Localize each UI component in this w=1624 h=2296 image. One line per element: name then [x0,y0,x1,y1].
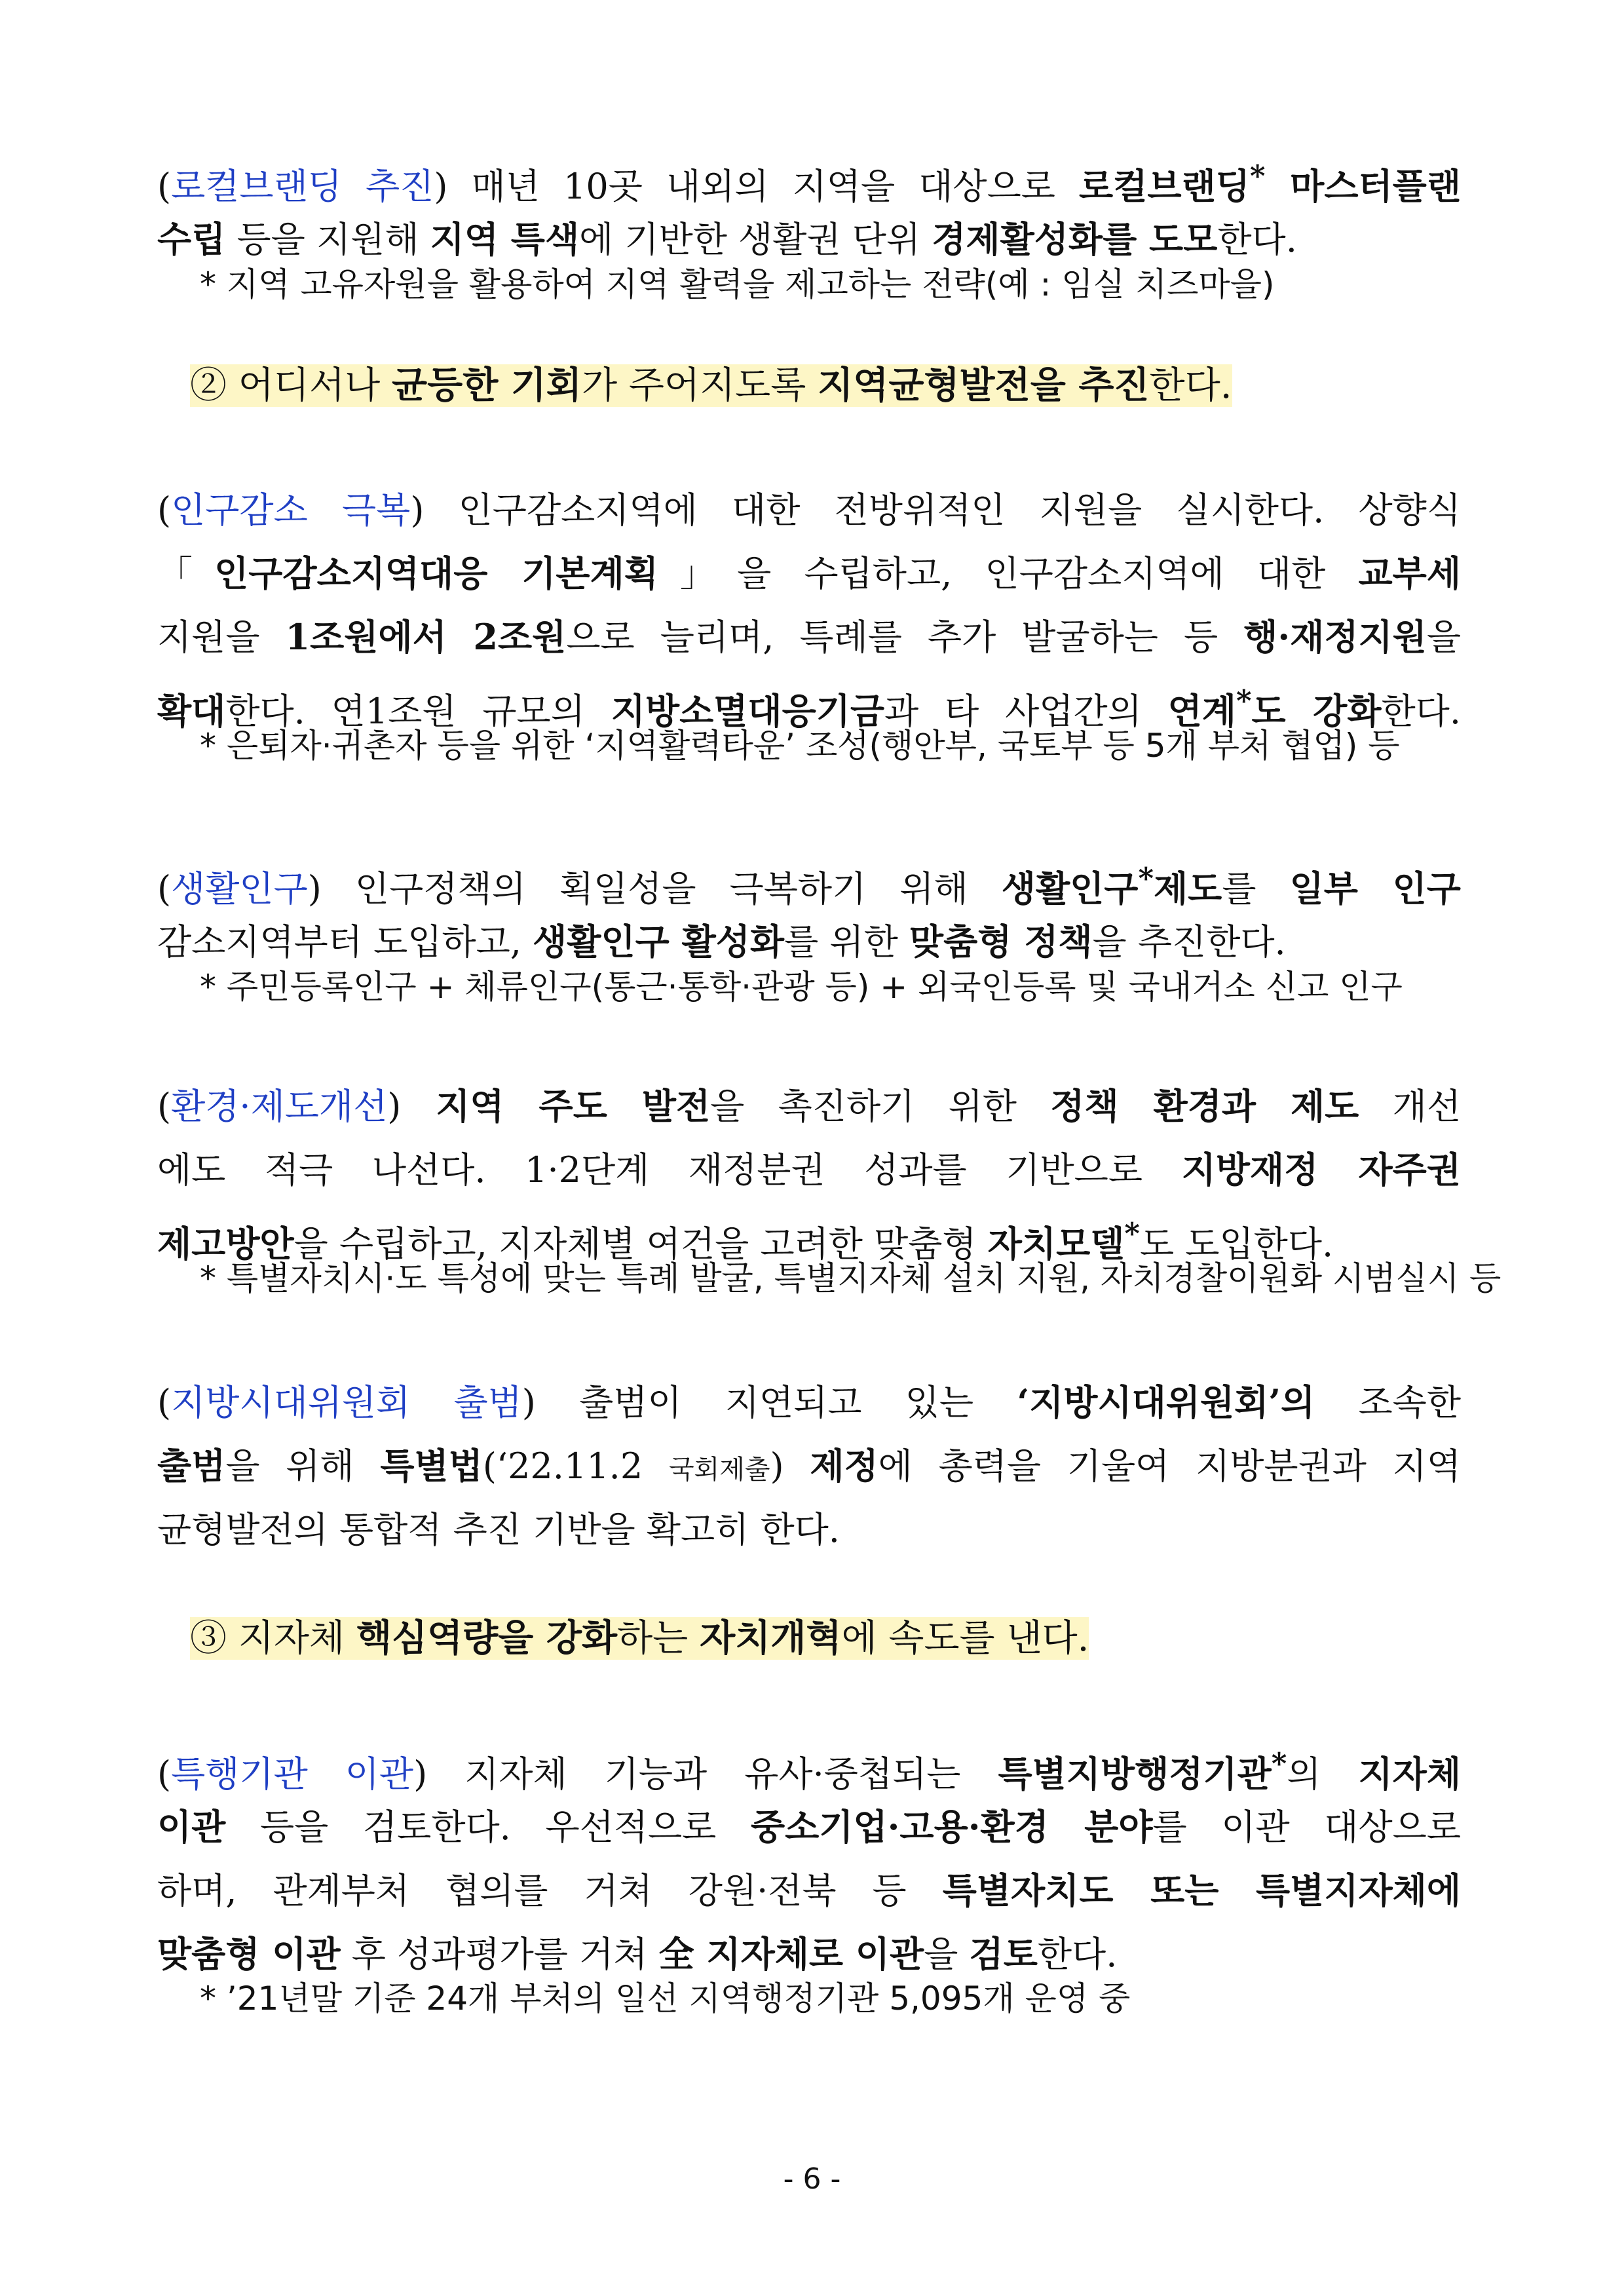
section-tag: 인구감소 극복 [171,489,411,531]
paragraph-living-population [157,847,1461,974]
paragraph-special-agency-transfer [157,1732,1461,1986]
text: 조속한 [1315,1382,1461,1423]
text-line: (지방시대위원회 출범) 출범이 지연되고 있는 ‘지방시대위원회’의 조속한 [157,1381,1461,1423]
text: 을 추진한다. [1092,921,1286,963]
footnote-marker: * [1124,1216,1140,1251]
bold-text: 균등한 기회 [392,364,582,407]
footnote: * 지역 고유자원을 활용하여 지역 활력을 제고하는 전략(예 : 임실 치즈마을) [200,265,1275,303]
text: 을 수립하고, 지자체별 여건을 고려한 맞춤형 [293,1223,988,1265]
footnote: * ’21년말 기준 24개 부처의 일선 지역행정기관 5,095개 운영 중 [200,1980,1131,2018]
bold-text: 지역 주도 발전 [401,1085,711,1127]
text-line [157,605,1461,669]
text: 등을 지원해 [225,219,430,260]
footnote-marker: * [1271,1746,1287,1781]
footnote-marker: * [1249,159,1266,193]
text: 를 위한 [784,921,909,963]
bold-text: 경제활성화를 도모 [932,218,1218,260]
text: 을 위해 [225,1445,381,1487]
section-heading-3 [190,1612,1089,1665]
bold-text: 지방소멸대응기금 [611,690,885,732]
text-line: (환경·제도개선) 지역 주도 발전을 촉진하기 위한 정책 환경과 제도 개선 [157,1085,1461,1127]
text-line [157,1795,1461,1859]
text: 부터 도입하고, [293,921,533,963]
text: 으로 늘리며, 특례를 추가 발굴하는 등 [566,617,1244,658]
footnote: * 은퇴자·귀촌자 등을 위한 ‘지역활력타운’ 조성(행안부, 국토부 등 5개 부처 협업) 등 [200,727,1400,765]
text-line [157,1498,1461,1561]
text: ② 어디서나 [190,364,392,407]
highlighted-heading [190,1617,1089,1660]
text: 인구감소지역에 대한 전방위적인 지원을 실시한다. 상향식 [424,489,1461,531]
bold-text: ‘지방시대위원회’의 [1017,1381,1315,1423]
text: 지자체 기능과 유사·중첩되는 [427,1753,998,1795]
bold-text: 자치모델 [987,1223,1125,1265]
bold-text: 마스터플랜 [1265,165,1462,207]
text: 감소지역 [157,921,294,963]
bold-text: 특별자치도 또는 특별지자체에 [942,1869,1461,1911]
text: 출범이 지연되고 있는 [535,1382,1017,1423]
text: 을 [1426,617,1461,658]
bold-text: 검토 [969,1933,1038,1975]
text-line: (특행기관 이관) 지자체 기능과 유사·중첩되는 특별지방행정기관*의 지자체 [157,1746,1461,1795]
text: 인구정책의 획일성을 극복하기 위해 [321,868,1002,909]
bold-text: 지방재정 자주권 [1181,1149,1461,1191]
paragraph-regional-committee [157,1371,1461,1561]
bold-text: 특별지방행정기관 [998,1753,1272,1795]
bold-text: 정책 환경과 제도 [1050,1085,1359,1127]
bold-text: 생활인구 [1001,868,1139,909]
text: 가 주어지도록 [581,364,818,407]
section-tag: 특행기관 이관 [171,1753,414,1795]
text: 후 성과평가를 거쳐 [340,1934,659,1975]
text: 한다. [1149,364,1232,407]
bold-text: 제정 [810,1445,878,1487]
bold-text: 제도 [1153,868,1222,909]
text: 등을 검토한다. 우선적으로 [225,1807,751,1848]
text: 지원을 [157,617,286,658]
text: 를 이관 대상으로 [1152,1807,1461,1848]
text: 을 [924,1934,970,1975]
bold-text: 지역균형발전을 추진 [818,364,1150,407]
bold-text: 로컬브랜딩 [1079,165,1250,207]
bold-text: 교부세 [1358,552,1461,594]
bold-text: 일부 인구 [1289,868,1461,909]
bold-text: 이관 [157,1806,226,1848]
text: 한다. [1381,691,1462,732]
text-line [157,1434,1461,1498]
text: 한다. 연1조원 규모의 [225,691,611,732]
bold-text: 중소기업·고용·환경 분야 [750,1806,1153,1848]
section-tag: 로컬브랜딩 추진 [171,166,434,207]
text-line [157,542,1461,605]
text: 을 촉진하기 위한 [710,1086,1051,1127]
text: ) [770,1445,810,1487]
text-line: (인구감소 극복) 인구감소지역에 대한 전방위적인 지원을 실시한다. 상향식 [157,489,1461,531]
text: 에 기반한 생활권 단위 [579,219,932,260]
text: 에 속도를 낸다. [841,1617,1089,1660]
paragraph-local-branding [157,144,1461,271]
bold-text: 출범 [157,1445,226,1487]
text-line [157,1859,1461,1923]
bold-text: 수립 [157,218,226,260]
text: 「 [157,553,215,594]
bold-text: 인구감소지역대응 기본계획 [214,552,658,594]
text: 에 총력을 기울여 지방분권과 지역 [878,1445,1461,1487]
text-line: (생활인구) 인구정책의 획일성을 극복하기 위해 생활인구*제도를 일부 인구 [157,861,1461,909]
text: 하며, 관계부처 협의를 거쳐 강원·전북 등 [157,1870,943,1911]
text: (‘22.11.2 [482,1445,669,1487]
paragraph-environment-system [157,1075,1461,1265]
footnote-marker: * [1138,861,1154,896]
text: 한다. [1037,1934,1118,1975]
text: 에도 적극 나선다. 1·2단계 재정분권 성과를 기반으로 [157,1149,1182,1191]
text: 」을 수립하고, 인구감소지역에 대한 [658,553,1359,594]
highlighted-heading [190,364,1232,407]
bold-text: 확대 [157,690,226,732]
text: 한다. [1217,219,1297,260]
bold-text: 핵심역량을 강화 [356,1617,618,1660]
text: 하는 [617,1617,700,1660]
section-heading-2 [190,359,1232,412]
text: 균형발전의 통합적 추진 기반을 확고히 한다. [157,1509,840,1550]
bold-text: 특별법 [380,1445,483,1487]
section-tag: 환경·제도개선 [171,1086,388,1127]
bold-text: 제고방안 [157,1223,294,1265]
footnote: * 특별자치시·도 특성에 맞는 특례 발굴, 특별지자체 설치 지원, 자치경찰이원화 시범실시 등 [200,1259,1501,1297]
bold-text: 1조원에서 2조원 [285,616,567,658]
bold-text: 맞춤형 이관 [157,1933,341,1975]
text: ③ 지자체 [190,1617,356,1660]
text: 개선 [1359,1086,1461,1127]
bold-text: 도 강화 [1251,690,1382,732]
text: 도 도입한다. [1139,1223,1334,1265]
bold-text: 맞춤형 정책 [909,921,1093,963]
footnote-marker: * [1236,683,1252,718]
small-text: 국회제출 [668,1455,770,1485]
text-line [157,1138,1461,1202]
bold-text: 全 지자체로 이관 [658,1933,924,1975]
text: 를 [1222,868,1290,909]
page-number: - 6 - [783,2162,841,2196]
text: 매년 10곳 내외의 지역을 대상으로 [447,166,1080,207]
bold-text: 행·재정지원 [1243,616,1427,658]
bold-text: 생활인구 활성화 [533,921,785,963]
section-tag: 지방시대위원회 출범 [171,1382,522,1423]
text: 의 [1287,1753,1359,1795]
text: 과 타 사업간의 [884,691,1168,732]
bold-text: 자치개혁 [700,1617,842,1660]
bold-text: 지역 특색 [430,218,580,260]
bold-text: 연계 [1167,690,1236,732]
bold-text: 지자체 [1358,1753,1461,1795]
section-tag: 생활인구 [171,868,308,909]
footnote: * 주민등록인구 + 체류인구(통근·통학·관광 등) + 외국인등록 및 국내거소 신고 인구 [200,968,1403,1006]
paragraph-population-decline [157,478,1461,733]
text-line: (로컬브랜딩 추진) 매년 10곳 내외의 지역을 대상으로 로컬브랜딩* 마스터플랜 [157,159,1462,207]
